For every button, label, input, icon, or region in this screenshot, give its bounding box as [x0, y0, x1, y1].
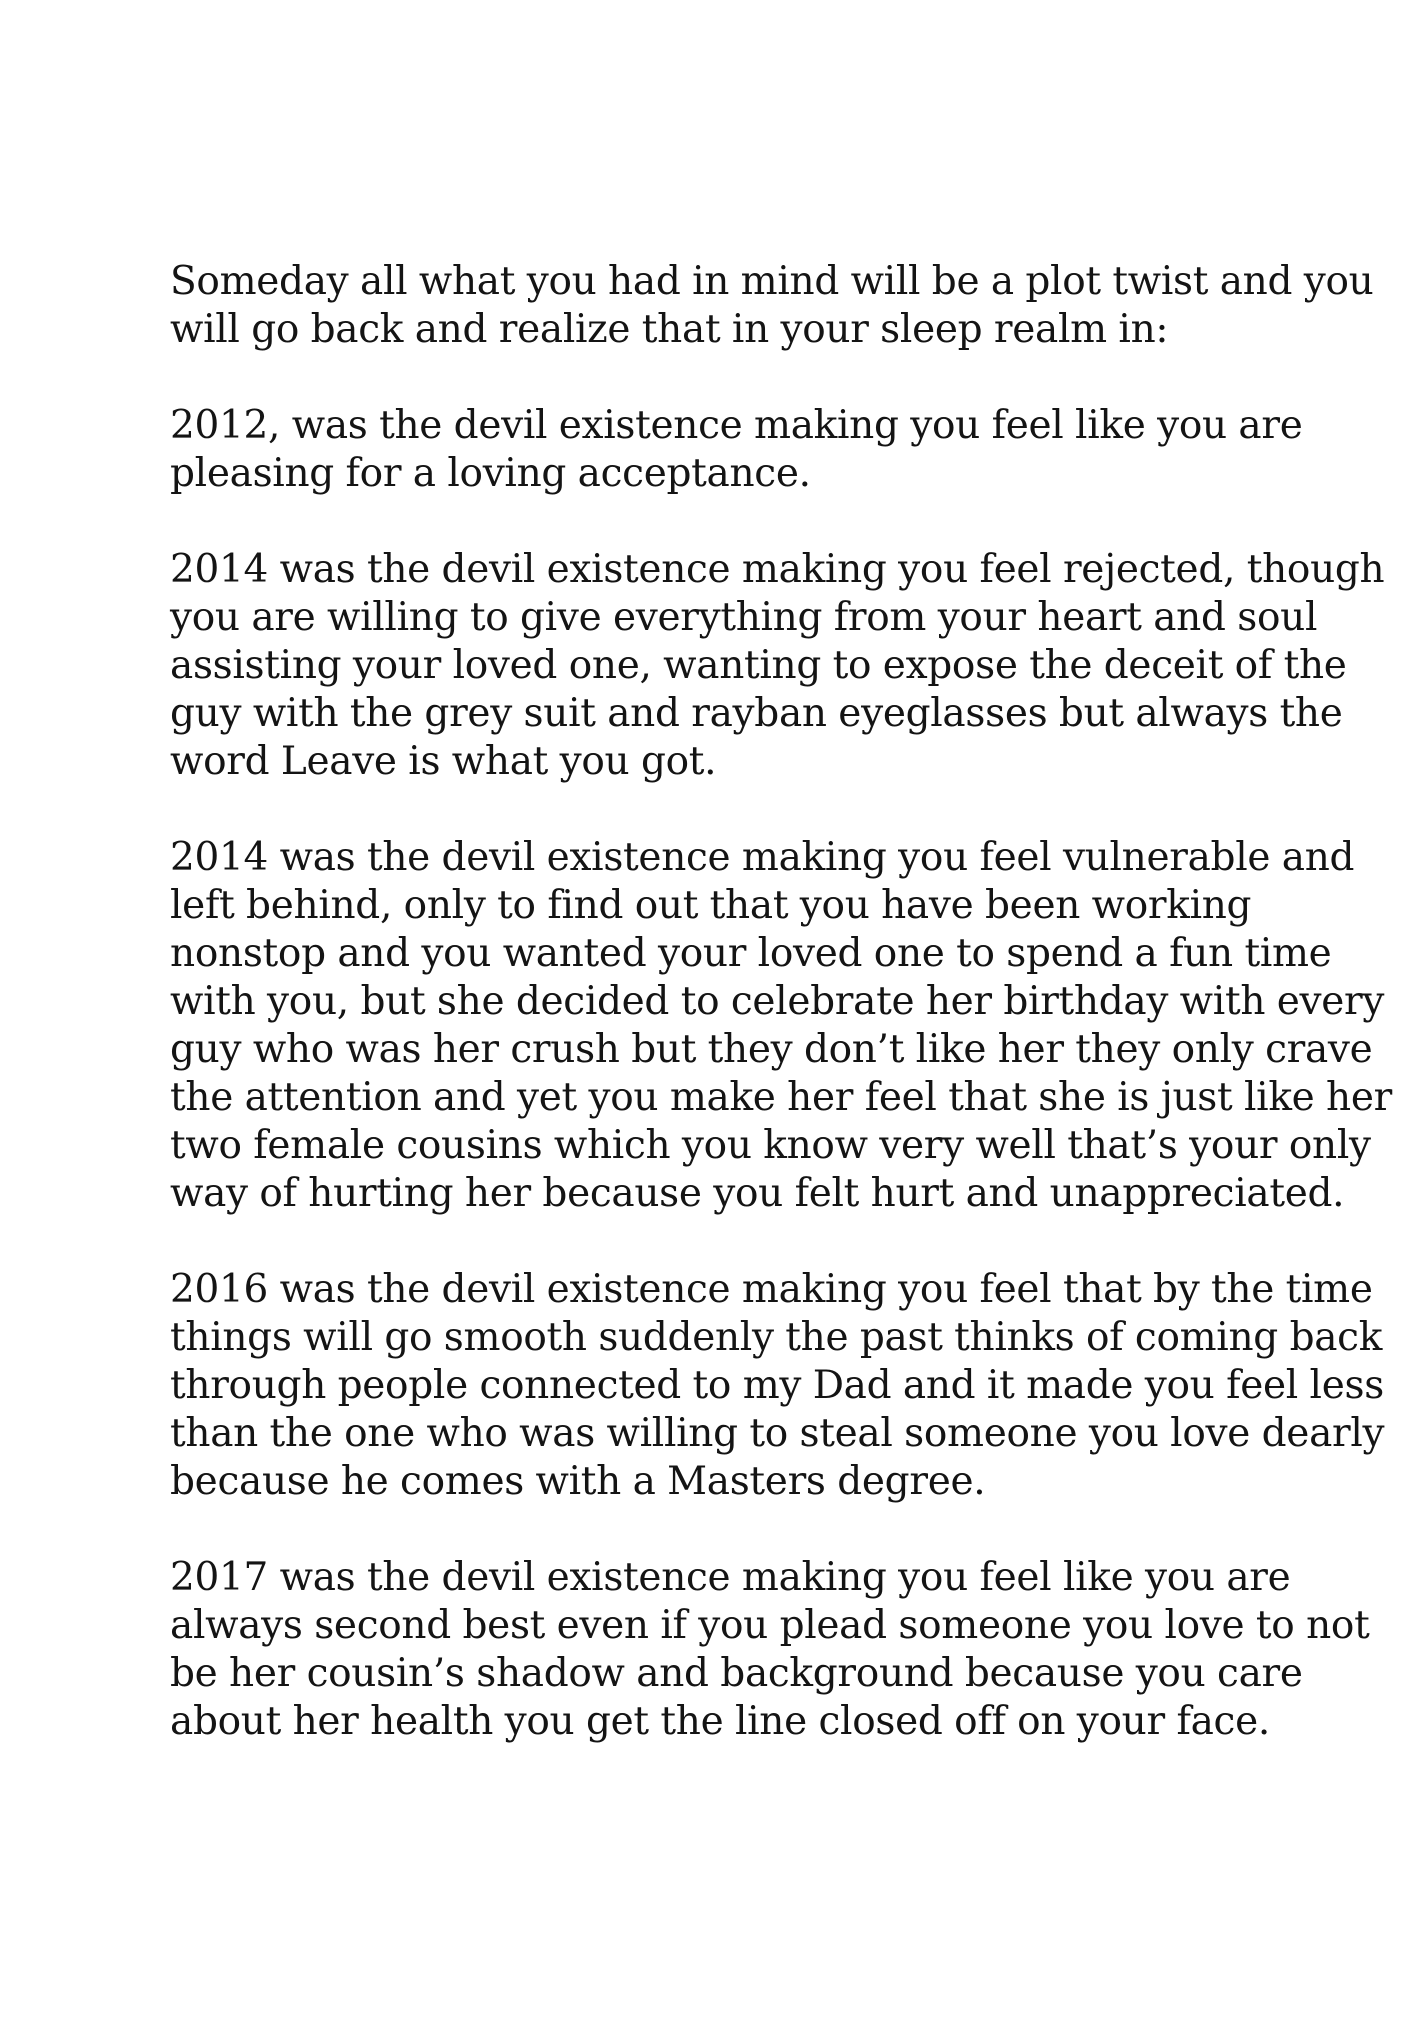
text-line: assisting your loved one, wanting to expose the deceit of the [170, 643, 1347, 688]
text-line: pleasing for a loving acceptance. [170, 451, 811, 496]
document-body [170, 258, 1392, 1794]
paragraph-intro [170, 258, 1374, 354]
text-line: with you, but she decided to celebrate her birthday with every [170, 979, 1385, 1024]
paragraph-2014-rejected [170, 546, 1385, 786]
text-line: two female cousins which you know very well that’s your only [170, 1123, 1371, 1168]
text-line: because he comes with a Masters degree. [170, 1459, 986, 1504]
paragraph-2017 [170, 1554, 1370, 1746]
text-line: always second best even if you plead someone you love to not [170, 1603, 1370, 1648]
text-line: than the one who was willing to steal someone you love dearly [170, 1411, 1385, 1456]
text-line: guy who was her crush but they don’t like her they only crave [170, 1027, 1373, 1072]
text-line: 2016 was the devil existence making you feel that by the time [170, 1267, 1373, 1312]
paragraph-2014-vulnerable [170, 834, 1392, 1218]
text-line: things will go smooth suddenly the past thinks of coming back [170, 1315, 1383, 1360]
text-line: word Leave is what you got. [170, 739, 717, 784]
text-line: way of hurting her because you felt hurt and unappreciated. [170, 1171, 1345, 1216]
paragraph-2016 [170, 1266, 1385, 1506]
text-line: you are willing to give everything from your heart and soul [170, 595, 1318, 640]
text-line: left behind, only to find out that you have been working [170, 883, 1252, 928]
text-line: the attention and yet you make her feel that she is just like her [170, 1075, 1392, 1120]
text-line: 2014 was the devil existence making you feel vulnerable and [170, 835, 1355, 880]
text-line: 2017 was the devil existence making you feel like you are [170, 1555, 1291, 1600]
text-line: nonstop and you wanted your loved one to spend a fun time [170, 931, 1332, 976]
text-line: will go back and realize that in your sleep realm in: [170, 307, 1169, 352]
text-line: Someday all what you had in mind will be a plot twist and you [170, 259, 1374, 304]
text-line: guy with the grey suit and rayban eyeglasses but always the [170, 691, 1343, 736]
text-line: be her cousin’s shadow and background because you care [170, 1651, 1303, 1696]
text-line: 2012, was the devil existence making you feel like you are [170, 403, 1303, 448]
text-line: 2014 was the devil existence making you feel rejected, though [170, 547, 1385, 592]
text-line: about her health you get the line closed off on your face. [170, 1699, 1270, 1744]
paragraph-2012 [170, 402, 1310, 498]
text-line: through people connected to my Dad and it made you feel less [170, 1363, 1384, 1408]
